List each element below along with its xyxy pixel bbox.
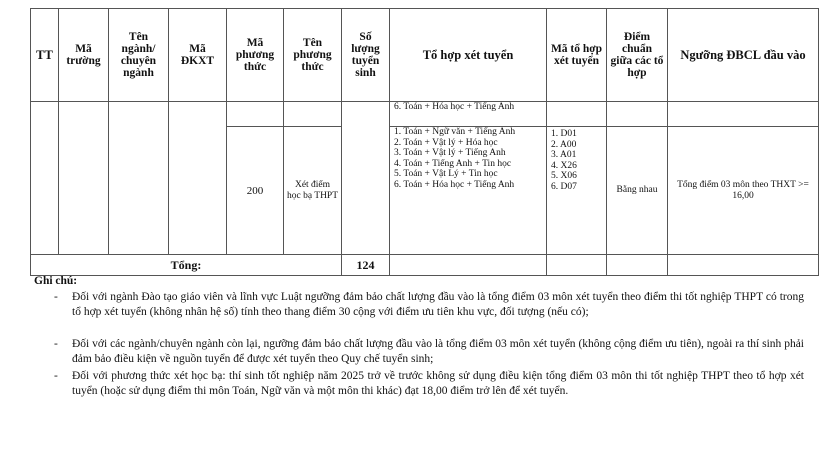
combo-item: 3. Toán + Vật lý + Tiếng Anh (394, 148, 506, 158)
code-item: 1. D01 (551, 129, 577, 139)
cell-diem-chuan (607, 102, 668, 127)
code-item: 3. A01 (551, 150, 577, 160)
cell-ma-dkxt (169, 102, 227, 255)
header-nguong: Ngưỡng ĐBCL đầu vào (668, 9, 819, 102)
total-value: 124 (342, 255, 390, 276)
total-row (31, 255, 819, 276)
combo-item: 2. Toán + Vật lý + Hóa học (394, 137, 498, 148)
diem-chuan-value: Bằng nhau (607, 127, 668, 255)
total-empty-cell (668, 255, 819, 276)
combo-item: 6. Toán + Hóa học + Tiếng Anh (394, 179, 515, 190)
header-ma-truong: Mã trường (59, 9, 109, 102)
cell-ma-to-hop (547, 102, 607, 127)
total-empty-cell (547, 255, 607, 276)
cell-so-luong (342, 102, 390, 255)
cell-nguong (668, 102, 819, 127)
bullet-dash: - (54, 338, 58, 350)
cell-ten-nganh (109, 102, 169, 255)
code-list (547, 127, 607, 255)
cell-tt (31, 102, 59, 255)
header-tt: TT (31, 9, 59, 102)
cell-ten-phuong-thuc (284, 102, 342, 127)
notes-title: Ghi chú: (34, 275, 78, 287)
note-text: Đối với phương thức xét học bạ: thí sinh tốt nghiệp năm 2025 trở về trước không sử dụng điều kiện tổng điểm 03 môn thi tốt nghiệp THPT theo tổ hợp xét tuyển (hoặc sử dụng điểm thi môn Toán, Ngữ văn và một môn thi khác) đạt 18,00 điểm trở lên để xét tuyển. (72, 370, 804, 397)
table-row (31, 102, 819, 127)
code-item: 5. X06 (551, 171, 577, 181)
header-row (31, 9, 819, 102)
combo-item: 1. Toán + Ngữ văn + Tiếng Anh (394, 127, 516, 137)
header-ten-nganh: Tên ngành/ chuyên ngành (109, 9, 169, 102)
note-text: Đối với ngành Đào tạo giáo viên và lĩnh vực Luật ngưỡng đảm bảo chất lượng đầu vào là tổng điểm 03 môn xét tuyển theo điểm thi tốt nghiệp THPT có trong tổ hợp xét tuyển (không nhân hệ số) tính theo thang điểm 30 cộng với điểm ưu tiên khu vực, đối tượng (nếu có); (72, 291, 804, 318)
bullet-dash: - (54, 291, 58, 303)
header-ma-dkxt: Mã ĐKXT (169, 9, 227, 102)
code-item: 2. A00 (551, 139, 577, 150)
total-empty-cell (607, 255, 668, 276)
cell-ma-phuong-thuc (227, 102, 284, 127)
code-item: 6. D07 (551, 181, 577, 192)
bullet-dash: - (54, 370, 58, 382)
header-ma-phuong-thuc: Mã phương thức (227, 9, 284, 102)
nguong-value: Tổng điểm 03 môn theo THXT >= 16,00 (668, 127, 819, 255)
admission-table (30, 8, 819, 276)
header-so-luong: Số lượng tuyển sinh (342, 9, 390, 102)
code-item: 4. X26 (551, 160, 577, 171)
total-empty-cell (390, 255, 547, 276)
method-name: Xét điểm học bạ THPT (284, 127, 342, 255)
header-diem-chuan: Điểm chuẩn giữa các tổ hợp (607, 9, 668, 102)
method-code: 200 (227, 127, 284, 255)
note-text: Đối với các ngành/chuyên ngành còn lại, ngưỡng đảm bảo chất lượng đầu vào là tổng điểm 03 môn xét tuyển (không cộng điểm ưu tiên), ngoài ra thí sinh phải đảm bảo điều kiện về nguồn tuyển để được xét tuyển theo Quy chế tuyển sinh; (72, 338, 804, 365)
combo-cell-continued (390, 102, 547, 127)
header-to-hop: Tổ hợp xét tuyển (390, 9, 547, 102)
note-item (40, 369, 810, 399)
header-ma-to-hop: Mã tổ hợp xét tuyển (547, 9, 607, 102)
combo-item: 6. Toán + Hóa học + Tiếng Anh (394, 102, 515, 112)
note-item (40, 337, 810, 367)
total-label: Tổng: (31, 255, 342, 276)
cell-ma-truong (59, 102, 109, 255)
combo-item: 5. Toán + Vật Lý + Tin học (394, 169, 498, 179)
combo-list (390, 127, 547, 255)
header-ten-phuong-thuc: Tên phương thức (284, 9, 342, 102)
combo-item: 4. Toán + Tiếng Anh + Tin học (394, 158, 512, 169)
note-item (40, 290, 810, 320)
